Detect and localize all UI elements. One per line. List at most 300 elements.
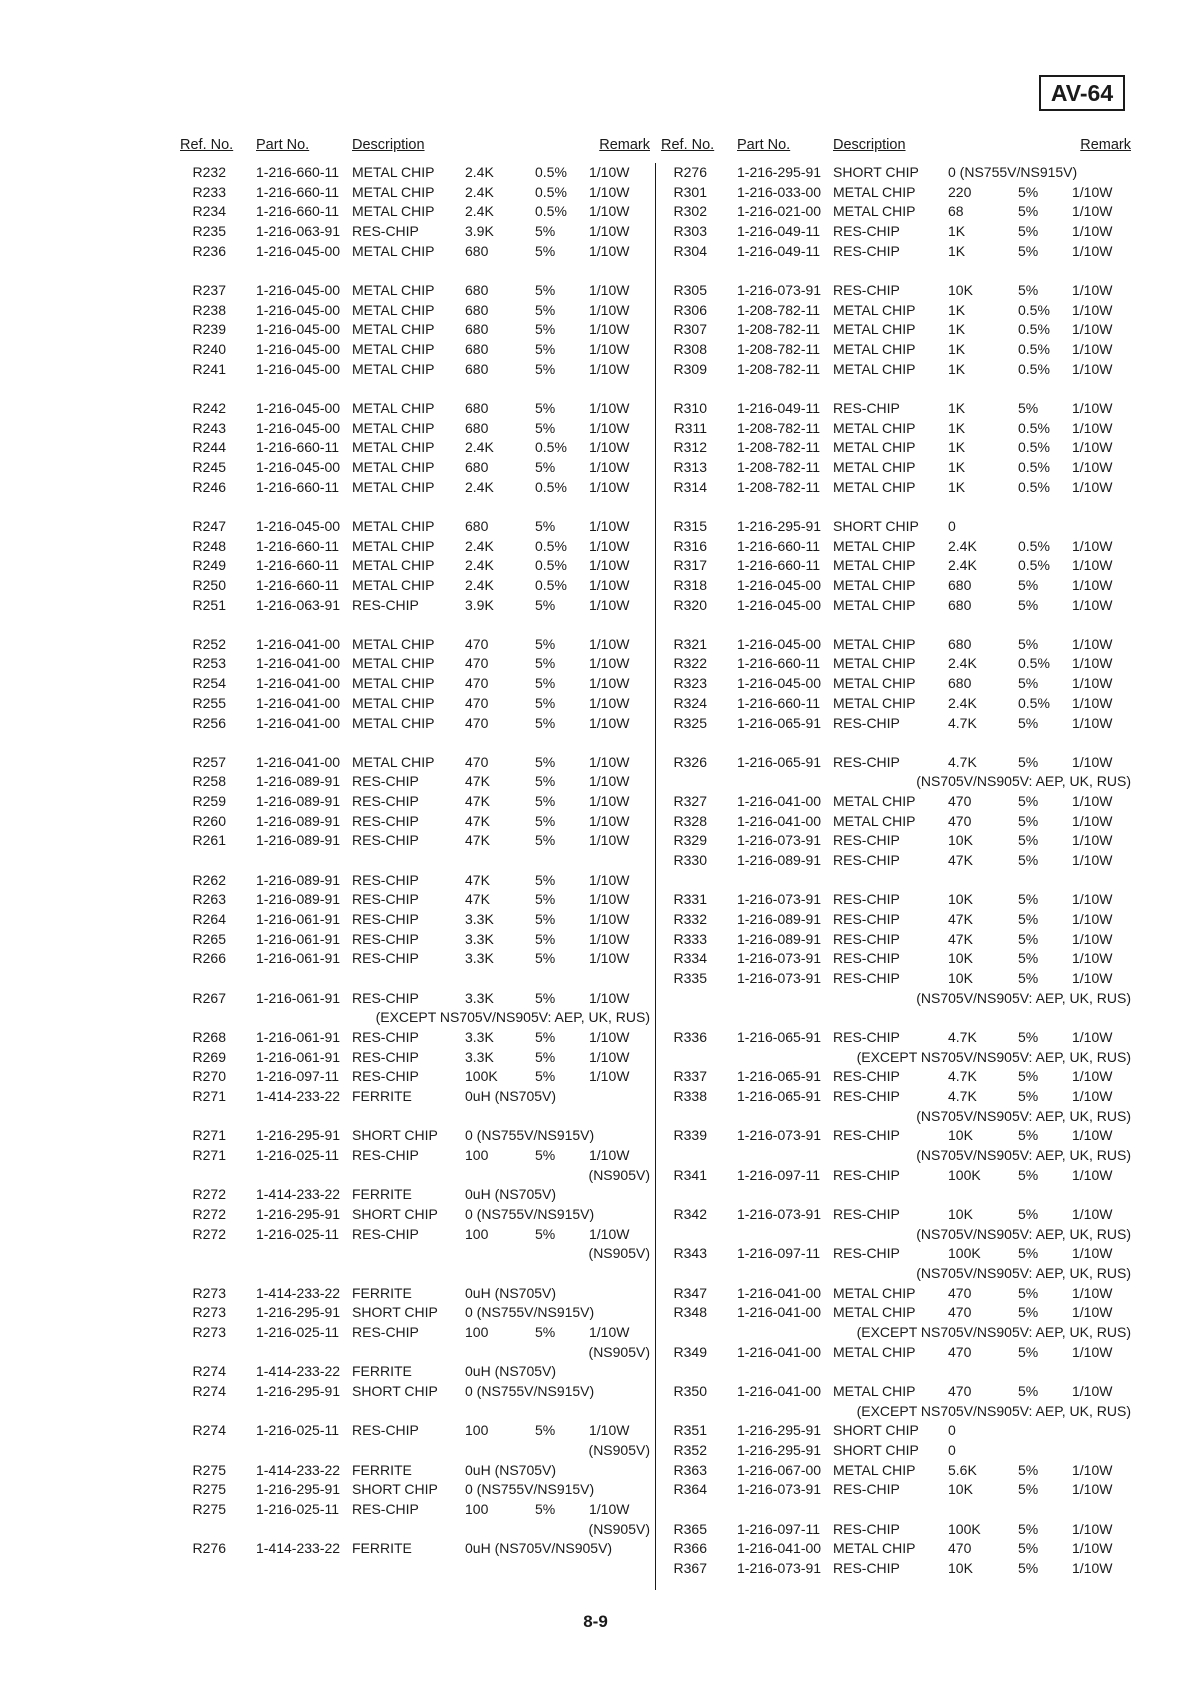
part-no: 1-216-045-00 [737, 635, 822, 652]
description: METAL CHIP [352, 183, 435, 200]
wattage: 1/10W [589, 635, 630, 652]
table-row [180, 202, 650, 222]
tolerance: 5% [1018, 970, 1039, 987]
ref-no: R303 [673, 223, 707, 240]
value: 5.6K [948, 1461, 977, 1478]
ref-no: R349 [673, 1343, 707, 1360]
table-row [661, 576, 1131, 596]
page-number: 8-9 [583, 1612, 608, 1631]
wattage: 1/10W [1072, 360, 1113, 377]
wattage: 1/10W [1072, 812, 1113, 829]
wattage: 1/10W [1072, 557, 1113, 574]
tolerance: 5% [1018, 1382, 1039, 1399]
wattage: 1/10W [589, 989, 630, 1006]
table-row [661, 320, 1131, 340]
ref-no: R327 [673, 793, 707, 810]
wattage: 1/10W [1072, 301, 1113, 318]
tolerance: 0.5% [1018, 557, 1050, 574]
description: RES-CHIP [352, 793, 419, 810]
tolerance: 5% [535, 930, 556, 947]
ref-no: R273 [192, 1304, 226, 1321]
table-row [661, 183, 1131, 203]
part-no: 1-216-089-91 [256, 793, 341, 810]
value: 100 [465, 1422, 489, 1439]
ref-no: R260 [192, 812, 226, 829]
ref-no: R366 [673, 1540, 707, 1557]
value: 470 [948, 793, 972, 810]
table-row [661, 1244, 1131, 1264]
ref-no: R348 [673, 1304, 707, 1321]
value: 0uH (NS705V) [465, 1363, 557, 1380]
wattage: 1/10W [589, 1422, 630, 1439]
ref-no: R337 [673, 1068, 707, 1085]
remark-row [180, 1343, 650, 1363]
part-no: 1-216-045-00 [737, 675, 822, 692]
value: 100 [465, 1500, 489, 1517]
description: METAL CHIP [833, 694, 916, 711]
part-no: 1-216-073-91 [737, 891, 822, 908]
tolerance: 5% [1018, 852, 1039, 869]
value: 680 [465, 301, 489, 318]
wattage: 1/10W [589, 242, 630, 259]
ref-no: R265 [192, 930, 226, 947]
tolerance: 5% [535, 1048, 556, 1065]
value: 0 [948, 1442, 956, 1458]
table-row [180, 694, 650, 714]
wattage: 1/10W [1072, 911, 1113, 927]
table-row [661, 1441, 1131, 1461]
part-no: 1-208-782-11 [737, 439, 821, 456]
wattage: 1/10W [1072, 753, 1113, 770]
value: 100 [465, 1146, 489, 1163]
table-row [661, 596, 1131, 616]
value: 680 [948, 675, 972, 692]
description: RES-CHIP [833, 223, 900, 240]
value: 0uH (NS705V) [465, 1186, 557, 1203]
value: 2.4K [465, 203, 494, 220]
value: 680 [465, 242, 489, 259]
tolerance: 0.5% [535, 557, 567, 574]
tolerance: 5% [1018, 1068, 1039, 1085]
tolerance: 5% [535, 341, 556, 357]
value: 10K [948, 1559, 973, 1576]
value: 0 (NS755V/NS915V) [465, 1205, 595, 1222]
value: 3.3K [465, 1048, 494, 1065]
description: METAL CHIP [833, 1343, 916, 1360]
description: METAL CHIP [352, 419, 435, 436]
ref-no: R352 [673, 1442, 707, 1458]
description: METAL CHIP [833, 419, 916, 436]
value: 2.4K [465, 537, 494, 554]
table-row [661, 1343, 1131, 1363]
part-no: 1-216-097-11 [737, 1520, 821, 1537]
value: 68 [948, 203, 964, 220]
wattage: 1/10W [1072, 655, 1113, 672]
part-no: 1-216-045-00 [256, 517, 341, 534]
ref-no: R323 [673, 675, 707, 692]
tolerance: 5% [1018, 911, 1039, 927]
tolerance: 5% [535, 793, 556, 810]
table-row [180, 1185, 650, 1205]
part-no: 1-216-067-00 [737, 1461, 822, 1478]
remark-note: (EXCEPT NS705V/NS905V: AEP, UK, RUS) [375, 1009, 650, 1026]
tolerance: 5% [535, 321, 556, 338]
tolerance: 5% [1018, 223, 1039, 240]
tolerance: 0.5% [535, 537, 567, 554]
value: 1K [948, 439, 966, 456]
part-no: 1-208-782-11 [737, 360, 821, 377]
part-no: 1-216-025-11 [256, 1146, 340, 1163]
table-row [180, 281, 650, 301]
remark-row [180, 1520, 650, 1540]
table-row [661, 1539, 1131, 1559]
tolerance: 0.5% [1018, 360, 1050, 377]
ref-no: R309 [673, 360, 707, 377]
description: METAL CHIP [833, 557, 916, 574]
wattage: 1/10W [1072, 399, 1113, 416]
table-row [180, 654, 650, 674]
table-row [180, 1461, 650, 1481]
ref-no: R338 [673, 1088, 707, 1104]
tolerance: 5% [1018, 930, 1039, 947]
description: SHORT CHIP [833, 164, 919, 180]
part-no: 1-208-782-11 [737, 321, 821, 338]
ref-no: R363 [673, 1461, 707, 1478]
table-row [661, 458, 1131, 478]
description: METAL CHIP [352, 341, 435, 357]
value: 100K [465, 1068, 498, 1085]
ref-no: R367 [673, 1559, 707, 1576]
tolerance: 5% [535, 989, 556, 1006]
tolerance: 5% [535, 301, 556, 318]
wattage: 1/10W [589, 1028, 630, 1045]
parts-rows [180, 163, 650, 1559]
wattage: 1/10W [589, 223, 630, 240]
description: RES-CHIP [352, 1500, 419, 1517]
description: RES-CHIP [352, 871, 419, 888]
value: 100K [948, 1245, 981, 1262]
part-no: 1-216-660-11 [256, 576, 340, 593]
wattage: 1/10W [1072, 596, 1113, 613]
tolerance: 5% [1018, 812, 1039, 829]
description: RES-CHIP [833, 930, 900, 947]
wattage: 1/10W [589, 321, 630, 338]
remark-note: (NS705V/NS905V: AEP, UK, RUS) [916, 989, 1131, 1006]
table-row [180, 871, 650, 891]
remark-note: (NS705V/NS905V: AEP, UK, RUS) [916, 773, 1131, 790]
value: 680 [465, 399, 489, 416]
table-row [661, 831, 1131, 851]
wattage: 1/10W [589, 360, 630, 377]
description: RES-CHIP [833, 1245, 900, 1262]
part-no: 1-216-295-91 [737, 164, 822, 180]
part-no: 1-216-045-00 [256, 321, 341, 338]
part-no: 1-216-041-00 [256, 694, 341, 711]
description: METAL CHIP [833, 1304, 916, 1321]
table-row [661, 930, 1131, 950]
wattage: 1/10W [589, 832, 630, 849]
description: METAL CHIP [352, 478, 435, 495]
table-row [180, 930, 650, 950]
value: 470 [465, 655, 489, 672]
value: 1K [948, 360, 966, 377]
description: METAL CHIP [833, 576, 916, 593]
wattage: 1/10W [1072, 419, 1113, 436]
table-row [180, 340, 650, 360]
wattage: 1/10W [589, 183, 630, 200]
table-row [180, 792, 650, 812]
tolerance: 0.5% [535, 439, 567, 456]
wattage: 1/10W [1072, 183, 1113, 200]
table-row [180, 1500, 650, 1520]
wattage: 1/10W [1072, 1205, 1113, 1222]
ref-no: R238 [192, 301, 226, 318]
description: FERRITE [352, 1363, 412, 1380]
description: METAL CHIP [352, 399, 435, 416]
remark-row [661, 772, 1131, 792]
value: 47K [465, 773, 490, 790]
ref-no: R333 [673, 930, 707, 947]
table-row [180, 301, 650, 321]
value: 680 [948, 576, 972, 593]
description: METAL CHIP [352, 203, 435, 220]
wattage: 1/10W [1072, 478, 1113, 495]
ref-no: R351 [673, 1422, 707, 1439]
part-no: 1-216-041-00 [737, 793, 822, 810]
wattage: 1/10W [1072, 1304, 1113, 1321]
part-no: 1-216-660-11 [256, 203, 340, 220]
part-no: 1-208-782-11 [737, 458, 821, 475]
value: 0 (NS755V/NS915V) [465, 1382, 595, 1399]
part-no: 1-216-025-11 [256, 1500, 340, 1517]
wattage: 1/10W [589, 694, 630, 711]
value: 1K [948, 399, 966, 416]
part-no: 1-216-073-91 [737, 1481, 822, 1498]
description: RES-CHIP [352, 989, 419, 1006]
description: RES-CHIP [352, 1422, 419, 1439]
part-no: 1-208-782-11 [737, 478, 821, 495]
ref-no: R247 [192, 517, 226, 534]
part-no: 1-216-045-00 [256, 341, 341, 357]
part-no: 1-216-660-11 [256, 557, 340, 574]
value: 0uH (NS705V) [465, 1461, 557, 1478]
value: 100 [465, 1323, 489, 1340]
part-no: 1-414-233-22 [256, 1461, 341, 1478]
table-row [180, 714, 650, 734]
part-no: 1-216-295-91 [737, 517, 822, 534]
table-row [661, 1421, 1131, 1441]
remark-row [180, 1166, 650, 1186]
table-row [661, 910, 1131, 930]
part-no: 1-208-782-11 [737, 341, 821, 357]
ref-no: R325 [673, 714, 707, 731]
tolerance: 5% [1018, 1166, 1039, 1183]
description: RES-CHIP [833, 950, 900, 967]
ref-no: R276 [673, 164, 707, 180]
ref-no: R308 [673, 341, 707, 357]
tolerance: 5% [535, 281, 556, 298]
description: SHORT CHIP [352, 1127, 438, 1144]
table-row [180, 1087, 650, 1107]
part-no: 1-216-295-91 [256, 1205, 341, 1222]
part-no: 1-216-061-91 [256, 989, 341, 1006]
part-no: 1-216-089-91 [737, 911, 822, 927]
tolerance: 5% [535, 1068, 556, 1085]
description: METAL CHIP [352, 164, 435, 180]
table-row [661, 654, 1131, 674]
remark-note: (EXCEPT NS705V/NS905V: AEP, UK, RUS) [856, 1048, 1131, 1065]
value: 3.3K [465, 1028, 494, 1045]
table-row [661, 1559, 1131, 1579]
ref-no: R236 [192, 242, 226, 259]
tolerance: 0.5% [535, 203, 567, 220]
tolerance: 5% [1018, 1304, 1039, 1321]
table-row [180, 419, 650, 439]
description: METAL CHIP [833, 439, 916, 456]
ref-no: R307 [673, 321, 707, 338]
ref-no: R272 [192, 1225, 226, 1242]
table-row [661, 851, 1131, 871]
ref-no: R301 [673, 183, 707, 200]
table-row [180, 517, 650, 537]
part-no: 1-216-065-91 [737, 1068, 822, 1085]
ref-no: R246 [192, 478, 226, 495]
tolerance: 5% [535, 596, 556, 613]
description: RES-CHIP [352, 1323, 419, 1340]
ref-no: R243 [192, 419, 226, 436]
ref-no: R314 [673, 478, 707, 495]
tolerance: 5% [1018, 793, 1039, 810]
tolerance: 0.5% [1018, 655, 1050, 672]
tolerance: 0.5% [535, 576, 567, 593]
value: 2.4K [948, 537, 977, 554]
part-no: 1-216-660-11 [737, 557, 821, 574]
parts-table-left [180, 137, 650, 1559]
ref-no: R322 [673, 655, 707, 672]
tolerance: 5% [535, 773, 556, 790]
ref-no: R324 [673, 694, 707, 711]
value: 10K [948, 1205, 973, 1222]
ref-no: R317 [673, 557, 707, 574]
wattage: 1/10W [589, 1323, 630, 1340]
part-no: 1-216-045-00 [256, 399, 341, 416]
value: 3.3K [465, 989, 494, 1006]
description: RES-CHIP [833, 832, 900, 849]
value: 0 (NS755V/NS915V) [948, 164, 1078, 180]
part-no: 1-216-049-11 [737, 242, 821, 259]
value: 220 [948, 183, 972, 200]
ref-no: R343 [673, 1245, 707, 1262]
table-row [661, 1087, 1131, 1107]
description: METAL CHIP [833, 635, 916, 652]
tolerance: 5% [1018, 1205, 1039, 1222]
part-no: 1-216-041-00 [256, 635, 341, 652]
part-no: 1-216-073-91 [737, 950, 822, 967]
part-no: 1-414-233-22 [256, 1088, 341, 1104]
ref-no: R329 [673, 832, 707, 849]
part-no: 1-216-073-91 [737, 281, 822, 298]
description: RES-CHIP [352, 911, 419, 927]
description: RES-CHIP [833, 970, 900, 987]
tolerance: 5% [1018, 1559, 1039, 1576]
wattage: 1/10W [1072, 439, 1113, 456]
wattage: 1/10W [589, 1048, 630, 1065]
value: 100K [948, 1166, 981, 1183]
value: 0uH (NS705V) [465, 1284, 557, 1301]
description: METAL CHIP [833, 321, 916, 338]
wattage: 1/10W [1072, 1028, 1113, 1045]
wattage: 1/10W [589, 281, 630, 298]
ref-no: R350 [673, 1382, 707, 1399]
part-no: 1-216-065-91 [737, 714, 822, 731]
wattage: 1/10W [589, 301, 630, 318]
wattage: 1/10W [1072, 714, 1113, 731]
wattage: 1/10W [1072, 223, 1113, 240]
description: METAL CHIP [833, 675, 916, 692]
part-no: 1-216-025-11 [256, 1323, 340, 1340]
description: RES-CHIP [833, 281, 900, 298]
part-no: 1-216-089-91 [256, 832, 341, 849]
wattage: 1/10W [589, 203, 630, 220]
value: 100 [465, 1225, 489, 1242]
remark-row [661, 1323, 1131, 1343]
value: 47K [948, 930, 973, 947]
tolerance: 0.5% [1018, 419, 1050, 436]
table-row [180, 556, 650, 576]
ref-no: R274 [192, 1382, 226, 1399]
tolerance: 5% [1018, 1028, 1039, 1045]
table-row [661, 949, 1131, 969]
wattage: 1/10W [1072, 1166, 1113, 1183]
ref-no: R261 [192, 832, 226, 849]
table-row [180, 1067, 650, 1087]
ref-no: R306 [673, 301, 707, 318]
remark-note: (NS705V/NS905V: AEP, UK, RUS) [916, 1265, 1131, 1281]
part-no: 1-216-041-00 [737, 1540, 822, 1557]
wattage: 1/10W [1072, 537, 1113, 554]
value: 470 [948, 1304, 972, 1321]
description: RES-CHIP [833, 1166, 900, 1183]
wattage: 1/10W [589, 419, 630, 436]
description: RES-CHIP [833, 399, 900, 416]
remark-row [661, 1225, 1131, 1245]
table-row [180, 1382, 650, 1402]
wattage: 1/10W [589, 1068, 630, 1085]
part-no: 1-216-660-11 [256, 478, 340, 495]
description: METAL CHIP [352, 655, 435, 672]
part-no: 1-216-063-91 [256, 223, 341, 240]
part-no: 1-216-041-00 [737, 1304, 822, 1321]
wattage: 1/10W [1072, 341, 1113, 357]
value: 2.4K [465, 183, 494, 200]
tolerance: 5% [1018, 1284, 1039, 1301]
description: SHORT CHIP [833, 1422, 919, 1439]
wattage: 1/10W [1072, 1088, 1113, 1104]
description: RES-CHIP [352, 773, 419, 790]
part-no: 1-216-045-00 [256, 458, 341, 475]
description: RES-CHIP [352, 1028, 419, 1045]
part-no: 1-216-073-91 [737, 970, 822, 987]
ref-no: R335 [673, 970, 707, 987]
ref-no: R312 [673, 439, 707, 456]
tolerance: 5% [535, 419, 556, 436]
description: RES-CHIP [352, 223, 419, 240]
ref-no: R252 [192, 635, 226, 652]
part-no: 1-216-097-11 [737, 1166, 821, 1183]
description: RES-CHIP [833, 1559, 900, 1576]
wattage: 1/10W [589, 439, 630, 456]
part-no: 1-216-660-11 [256, 164, 340, 180]
